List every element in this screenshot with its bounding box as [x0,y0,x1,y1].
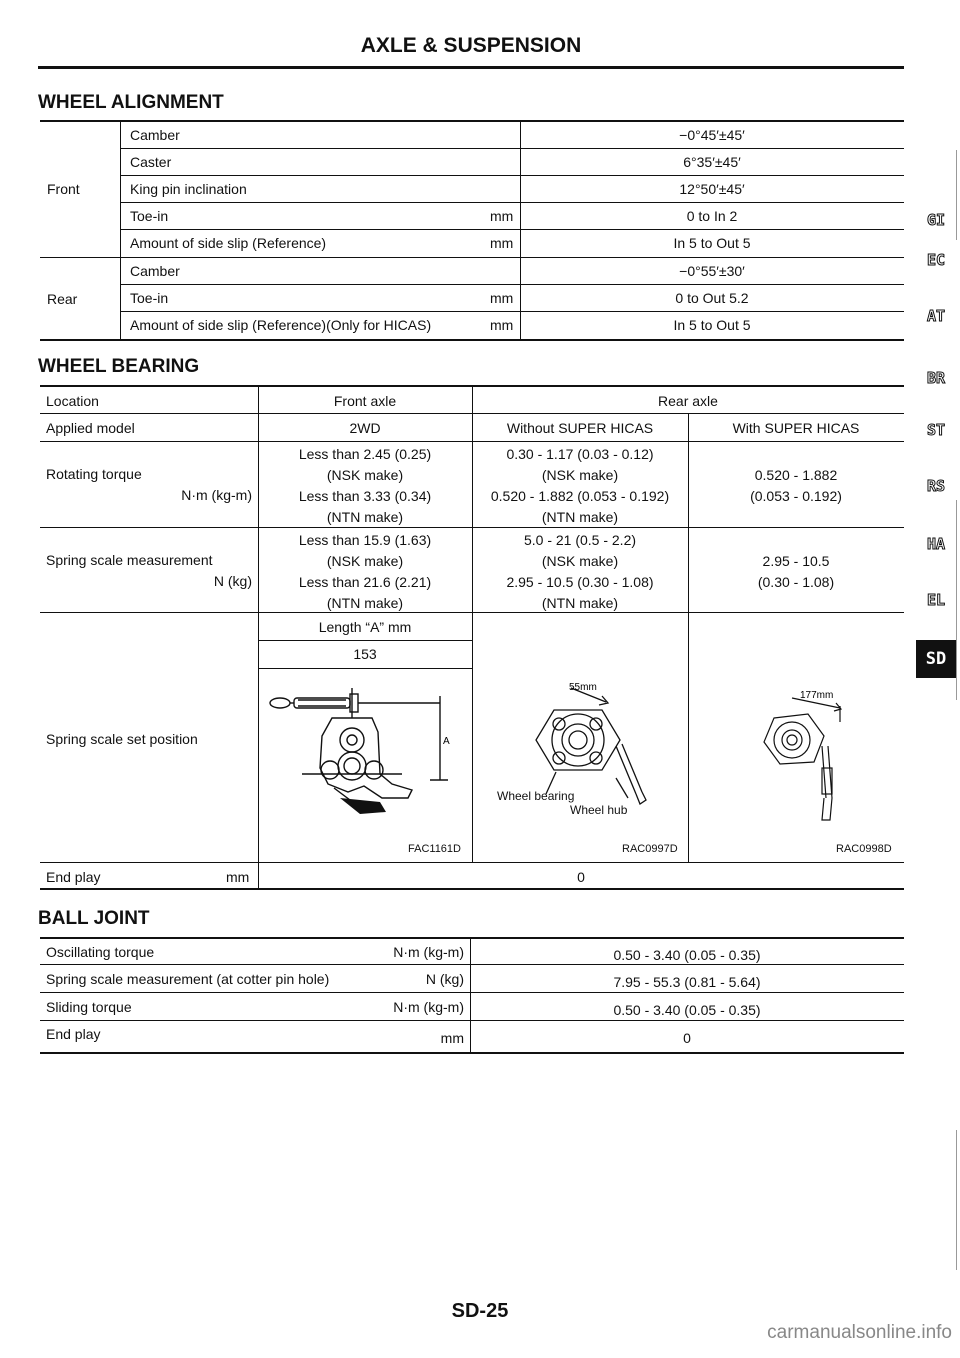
value-line: (NSK make) [326,553,404,569]
item-value: 0 to Out 5.2 [675,290,749,306]
item-unit: mm [490,235,514,251]
rear-with-value-cell [688,550,904,593]
fig-dimension-label: 177mm [800,690,834,701]
item-label: Sliding torque [46,999,132,1015]
value-line: (NTN make) [326,595,404,611]
section-tab-gi[interactable]: GI [926,211,946,229]
fig-code-rear1: RAC0997D [622,843,678,855]
front-hub-figure [262,688,468,820]
ball-joint-title: BALL JOINT [38,908,150,929]
item-label: Toe-in [130,290,169,306]
item-unit: mm [440,1030,464,1046]
item-label: Oscillating torque [46,944,155,960]
section-tab-el[interactable]: EL [926,591,946,609]
section-tab-sd[interactable]: SD [916,640,956,678]
length-a-label: Length “A” mm [318,619,412,635]
fig-code-front: FAC1161D [408,843,461,855]
item-label: Camber [130,263,180,279]
fig-dimension-label: 55mm [569,682,597,693]
item-value: 0.50 - 3.40 (0.05 - 0.35) [613,1002,761,1018]
item-unit: N (kg) [425,971,464,987]
end-play-label: End play [46,869,101,885]
end-play-unit: mm [226,869,250,885]
value-line: (NTN make) [326,509,404,525]
rear-without-value-cell [472,443,688,528]
section-tab-rs[interactable]: RS [926,477,946,495]
item-label: Caster [130,154,172,170]
fig-label-wheel-hub: Wheel hub [570,803,628,817]
value-line: (0.30 - 1.08) [757,574,835,590]
section-tab-at[interactable]: AT [926,307,946,325]
item-label: Toe-in [130,208,169,224]
item-value: −0°45′±45′ [679,127,745,143]
front-axle-header: Front axle [333,393,397,409]
item-value: 0 [683,1030,691,1046]
wheel-alignment-title: WHEEL ALIGNMENT [38,92,224,113]
length-a-value: 153 [353,646,377,662]
value-line: 0.520 - 1.882 [754,467,838,483]
applied-model-label: Applied model [46,420,135,436]
item-label: Amount of side slip (Reference) [130,235,327,251]
section-tab-ec[interactable]: EC [926,251,946,269]
item-label: King pin inclination [130,181,247,197]
group-label-rear: Rear [47,291,78,307]
value-line: (NSK make) [541,553,619,569]
item-label: Amount of side slip (Reference)(Only for HICAS) [130,317,432,333]
value-line: (NTN make) [541,509,619,525]
with-super-hicas-header: With SUPER HICAS [732,420,860,436]
value-line: (NTN make) [541,595,619,611]
item-value: 0 to In 2 [686,208,738,224]
fig-dimension-label: A [443,736,450,747]
model-2wd: 2WD [349,420,381,436]
value-line: Less than 2.45 (0.25) [298,446,432,462]
end-play-value: 0 [577,869,585,885]
front-value-cell [258,443,472,528]
wheel-bearing-title: WHEEL BEARING [38,356,200,377]
value-line: (0.053 - 0.192) [750,488,842,504]
item-unit: mm [490,208,514,224]
rear-with-value-cell [688,464,904,507]
front-value-cell [258,529,472,614]
item-value: 7.95 - 55.3 (0.81 - 5.64) [613,974,761,990]
item-unit: N·m (kg-m) [393,944,464,960]
rear-axle-header: Rear axle [658,393,718,409]
item-unit: mm [490,290,514,306]
value-line: 5.0 - 21 (0.5 - 2.2) [523,532,637,548]
section-tab-ha[interactable]: HA [926,535,946,553]
value-line: Less than 15.9 (1.63) [298,532,432,548]
fig-code-rear2: RAC0998D [836,843,892,855]
set-position-label: Spring scale set position [46,731,198,747]
value-line: (NSK make) [326,467,404,483]
value-line: Less than 21.6 (2.21) [298,574,432,590]
page-number: SD-25 [451,1300,509,1322]
item-label: End play [46,1026,101,1042]
rear-without-value-cell [472,529,688,614]
value-line: 2.95 - 10.5 [762,553,830,569]
watermark: carmanualsonline.info [767,1322,952,1343]
item-label: Camber [130,127,180,143]
value-line: 0.520 - 1.882 (0.053 - 0.192) [490,488,670,504]
group-label-front: Front [47,181,80,197]
item-value: −0°55′±30′ [679,263,745,279]
item-value: In 5 to Out 5 [673,317,751,333]
fig-label-wheel-bearing: Wheel bearing [497,789,575,803]
item-value: 12°50′±45′ [679,181,745,197]
item-value: In 5 to Out 5 [673,235,751,251]
rotating-torque-unit: N·m (kg-m) [181,487,252,503]
spring-scale-label: Spring scale measurement [46,552,213,568]
item-value: 6°35′±45′ [683,154,741,170]
rotating-torque-label: Rotating torque [46,466,142,482]
item-label: Spring scale measurement (at cotter pin hole) [46,971,330,987]
item-unit: N·m (kg-m) [393,999,464,1015]
page-header: AXLE & SUSPENSION [38,30,904,69]
value-line: Less than 3.33 (0.34) [298,488,432,504]
value-line: (NSK make) [541,467,619,483]
spring-scale-unit: N (kg) [213,573,252,589]
item-value: 0.50 - 3.40 (0.05 - 0.35) [613,947,761,963]
item-unit: mm [490,317,514,333]
without-super-hicas-header: Without SUPER HICAS [506,420,654,436]
value-line: 2.95 - 10.5 (0.30 - 1.08) [506,574,654,590]
section-tab-br[interactable]: BR [926,369,946,387]
section-tab-st[interactable]: ST [926,421,946,439]
rear-hub-figure-with-hicas [752,686,862,832]
location-label: Location [46,393,99,409]
value-line: 0.30 - 1.17 (0.03 - 0.12) [506,446,654,462]
